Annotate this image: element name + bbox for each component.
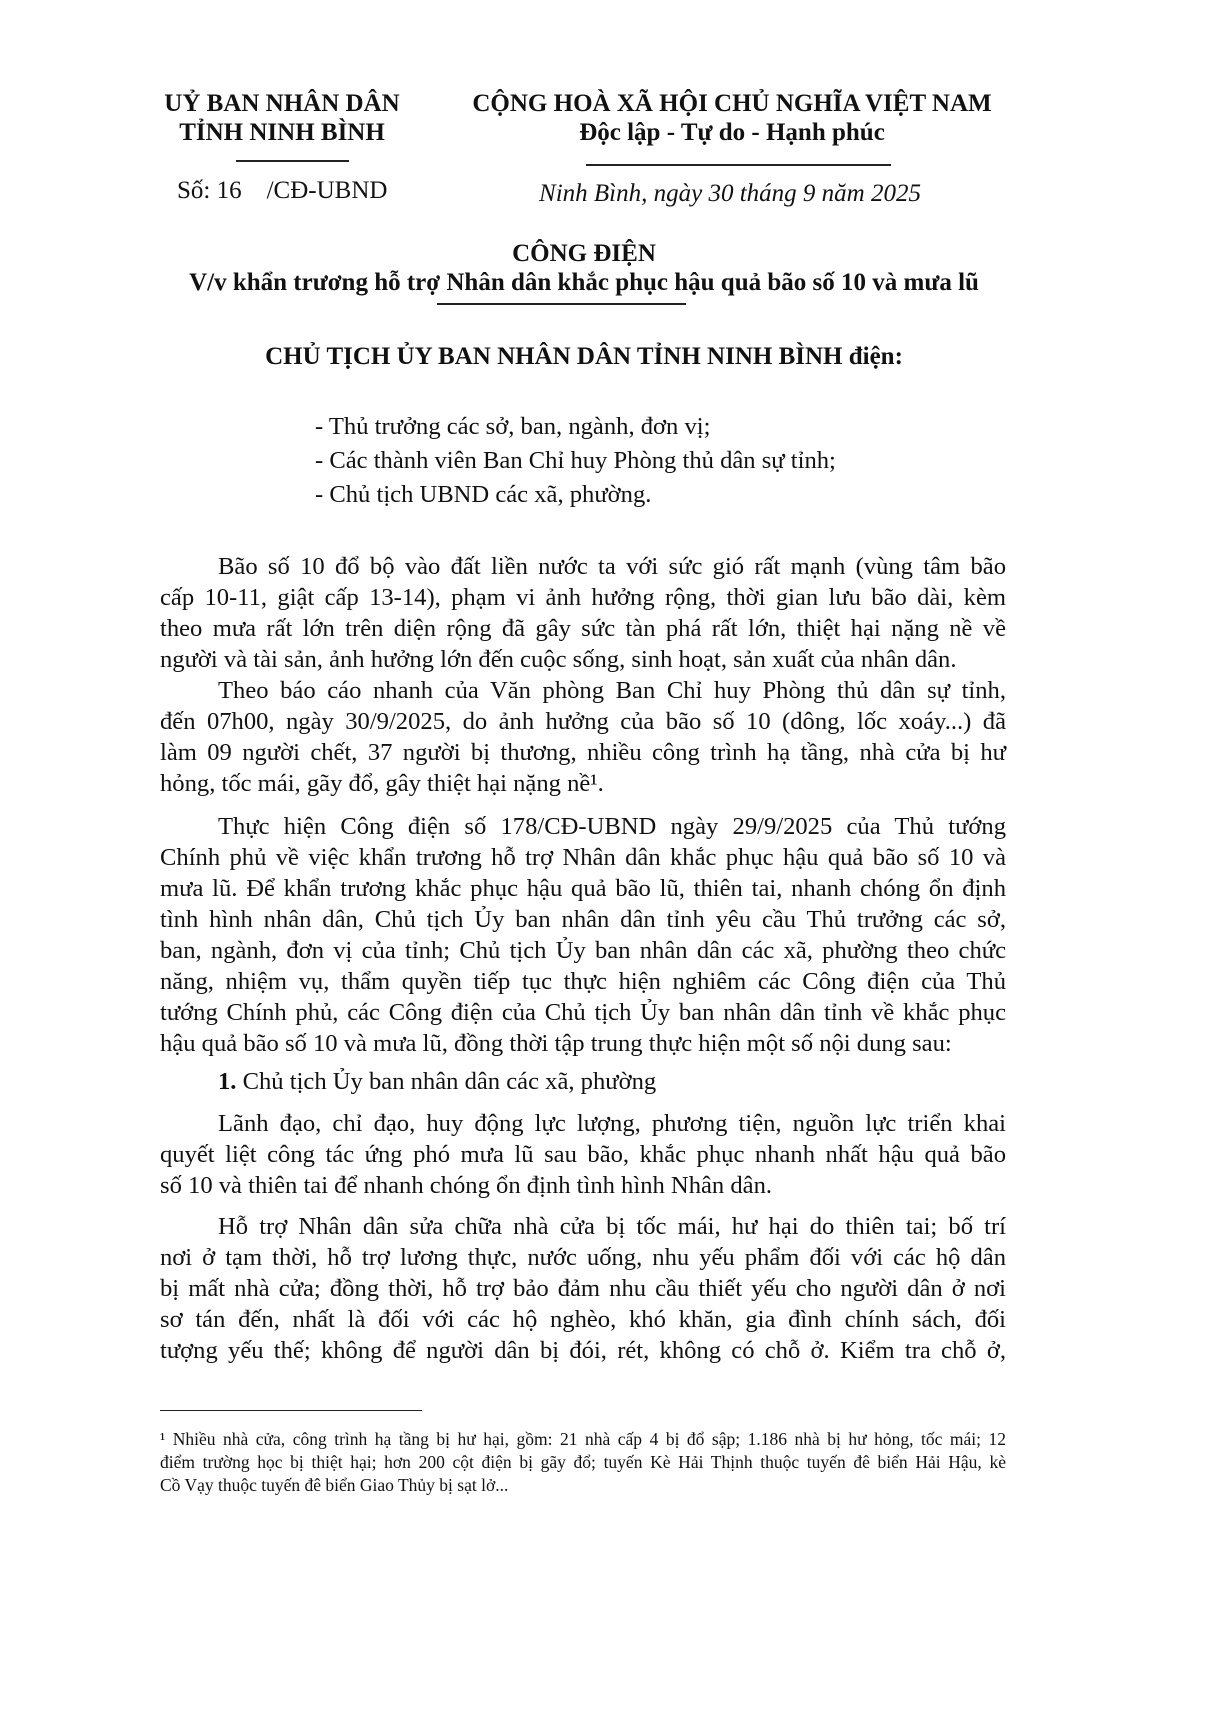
footnote-line: ¹ Nhiều nhà cửa, công trình hạ tầng bị hư hại, gồm: 21 nhà cấp 4 bị đổ sập; 1.186 nhà bị hư hỏng, tốc mái; 12 — [160, 1429, 1006, 1449]
document-subject: V/v khẩn trương hỗ trợ Nhân dân khắc phục hậu quả bão số 10 và mưa lũ — [189, 269, 979, 296]
text-line: năng, nhiệm vụ, thẩm quyền tiếp tục thực hiện nghiêm các Công điện của Thủ — [160, 968, 1006, 995]
recipient-list — [315, 410, 836, 512]
text-line: tượng yếu thế; không để người dân bị đói, rét, không có chỗ ở. Kiểm tra chỗ ở, — [160, 1337, 1006, 1364]
text-line: nơi ở tạm thời, hỗ trợ lương thực, nước uống, nhu yếu phẩm đối với các hộ dân — [160, 1244, 1006, 1271]
text-line: 1. Chủ tịch Ủy ban nhân dân các xã, phường — [218, 1068, 657, 1095]
text-line: bị mất nhà cửa; đồng thời, hỗ trợ bảo đảm nhu cầu thiết yếu cho người dân ở nơi — [160, 1275, 1006, 1302]
national-motto-line1: CỘNG HOÀ XÃ HỘI CHỦ NGHĨA VIỆT NAM — [472, 90, 992, 117]
body-paragraph — [160, 1108, 1006, 1201]
text-line: tình hình nhân dân, Chủ tịch Ủy ban nhân dân tỉnh yêu cầu Thủ trưởng các sở, — [160, 906, 1006, 933]
text-line: Thực hiện Công điện số 178/CĐ-UBND ngày 29/9/2025 của Thủ tướng — [218, 813, 1006, 840]
text-line: ban, ngành, đơn vị của tỉnh; Chủ tịch Ủy ban nhân dân các xã, phường theo chức — [160, 937, 1006, 964]
text-line: Chính phủ về việc khẩn trương hỗ trợ Nhân dân khắc phục hậu quả bão số 10 và — [160, 844, 1006, 871]
document-number: Số: 16 /CĐ-UBND — [177, 177, 388, 204]
text-line: hỏng, tốc mái, gãy đổ, gây thiệt hại nặng nề¹. — [160, 770, 604, 797]
text-line: sơ tán đến, nhất là đối với các hộ nghèo, khó khăn, gia đình chính sách, đối — [160, 1306, 1006, 1333]
footnote-line: điểm trường học bị thiệt hại; hơn 200 cột điện bị gãy đổ; tuyến Kè Hải Thịnh thuộc tuyến đê biển Hải Hậu, kè — [160, 1452, 1006, 1472]
text-line: mưa lũ. Để khẩn trương khắc phục hậu quả bão lũ, thiên tai, nhanh chóng ổn định — [160, 875, 1006, 902]
recipient-item: - Thủ trưởng các sở, ban, ngành, đơn vị; — [315, 413, 711, 440]
text-line: Theo báo cáo nhanh của Văn phòng Ban Chỉ huy Phòng thủ dân sự tỉnh, — [218, 677, 1006, 704]
text-line: cấp 10-11, giật cấp 13-14), phạm vi ảnh hưởng rộng, thời gian lưu bão dài, kèm — [160, 584, 1006, 611]
text-line: Hỗ trợ Nhân dân sửa chữa nhà cửa bị tốc mái, hư hại do thiên tai; bố trí — [218, 1213, 1006, 1240]
text-line: đến 07h00, ngày 30/9/2025, do ảnh hưởng của bão số 10 (dông, lốc xoáy...) đã — [160, 708, 1006, 735]
recipient-item: - Chủ tịch UBND các xã, phường. — [315, 481, 652, 508]
text-line: Lãnh đạo, chỉ đạo, huy động lực lượng, phương tiện, nguồn lực triển khai — [218, 1110, 1006, 1137]
section-heading — [160, 1066, 1006, 1097]
sender-line: CHỦ TỊCH ỦY BAN NHÂN DÂN TỈNH NINH BÌNH điện: — [265, 343, 903, 370]
footnote-line: Cồ Vạy thuộc tuyến đê biển Giao Thủy bị sạt lở... — [160, 1475, 509, 1495]
body-paragraph — [160, 675, 1006, 799]
footnote-separator — [160, 1410, 422, 1411]
place-date: Ninh Bình, ngày 30 tháng 9 năm 2025 — [539, 180, 921, 207]
text-line: quyết liệt công tác ứng phó mưa lũ sau bão, khắc phục nhanh nhất hậu quả bão — [160, 1141, 1006, 1168]
text-line: người và tài sản, ảnh hưởng lớn đến cuộc sống, sinh hoạt, sản xuất của nhân dân. — [160, 646, 957, 673]
text-line: số 10 và thiên tai để nhanh chóng ổn định tình hình Nhân dân. — [160, 1172, 773, 1199]
agency-name-line2: TỈNH NINH BÌNH — [179, 119, 385, 146]
text-line: làm 09 người chết, 37 người bị thương, nhiều công trình hạ tầng, nhà cửa bị hư — [160, 739, 1006, 766]
body-paragraph — [160, 811, 1006, 1059]
agency-underline — [236, 160, 349, 162]
text-line: theo mưa rất lớn trên diện rộng đã gây sức tàn phá rất lớn, thiệt hại nặng nề về — [160, 615, 1006, 642]
subject-underline — [437, 303, 686, 305]
body-paragraph — [160, 1211, 1006, 1366]
motto-underline — [586, 164, 891, 166]
body-paragraph — [160, 551, 1006, 675]
text-line: tướng Chính phủ, các Công điện của Chủ tịch Ủy ban nhân dân tỉnh về khắc phục — [160, 999, 1006, 1026]
document-type-title: CÔNG ĐIỆN — [512, 240, 656, 267]
text-line: hậu quả bão số 10 và mưa lũ, đồng thời tập trung thực hiện một số nội dung sau: — [160, 1030, 952, 1057]
recipient-item: - Các thành viên Ban Chỉ huy Phòng thủ dân sự tỉnh; — [315, 447, 836, 474]
footnote — [160, 1428, 1006, 1497]
text-line: Bão số 10 đổ bộ vào đất liền nước ta với sức gió rất mạnh (vùng tâm bão — [218, 553, 1006, 580]
national-motto-line2: Độc lập - Tự do - Hạnh phúc — [579, 119, 885, 146]
agency-name-line1: UỶ BAN NHÂN DÂN — [164, 90, 400, 117]
